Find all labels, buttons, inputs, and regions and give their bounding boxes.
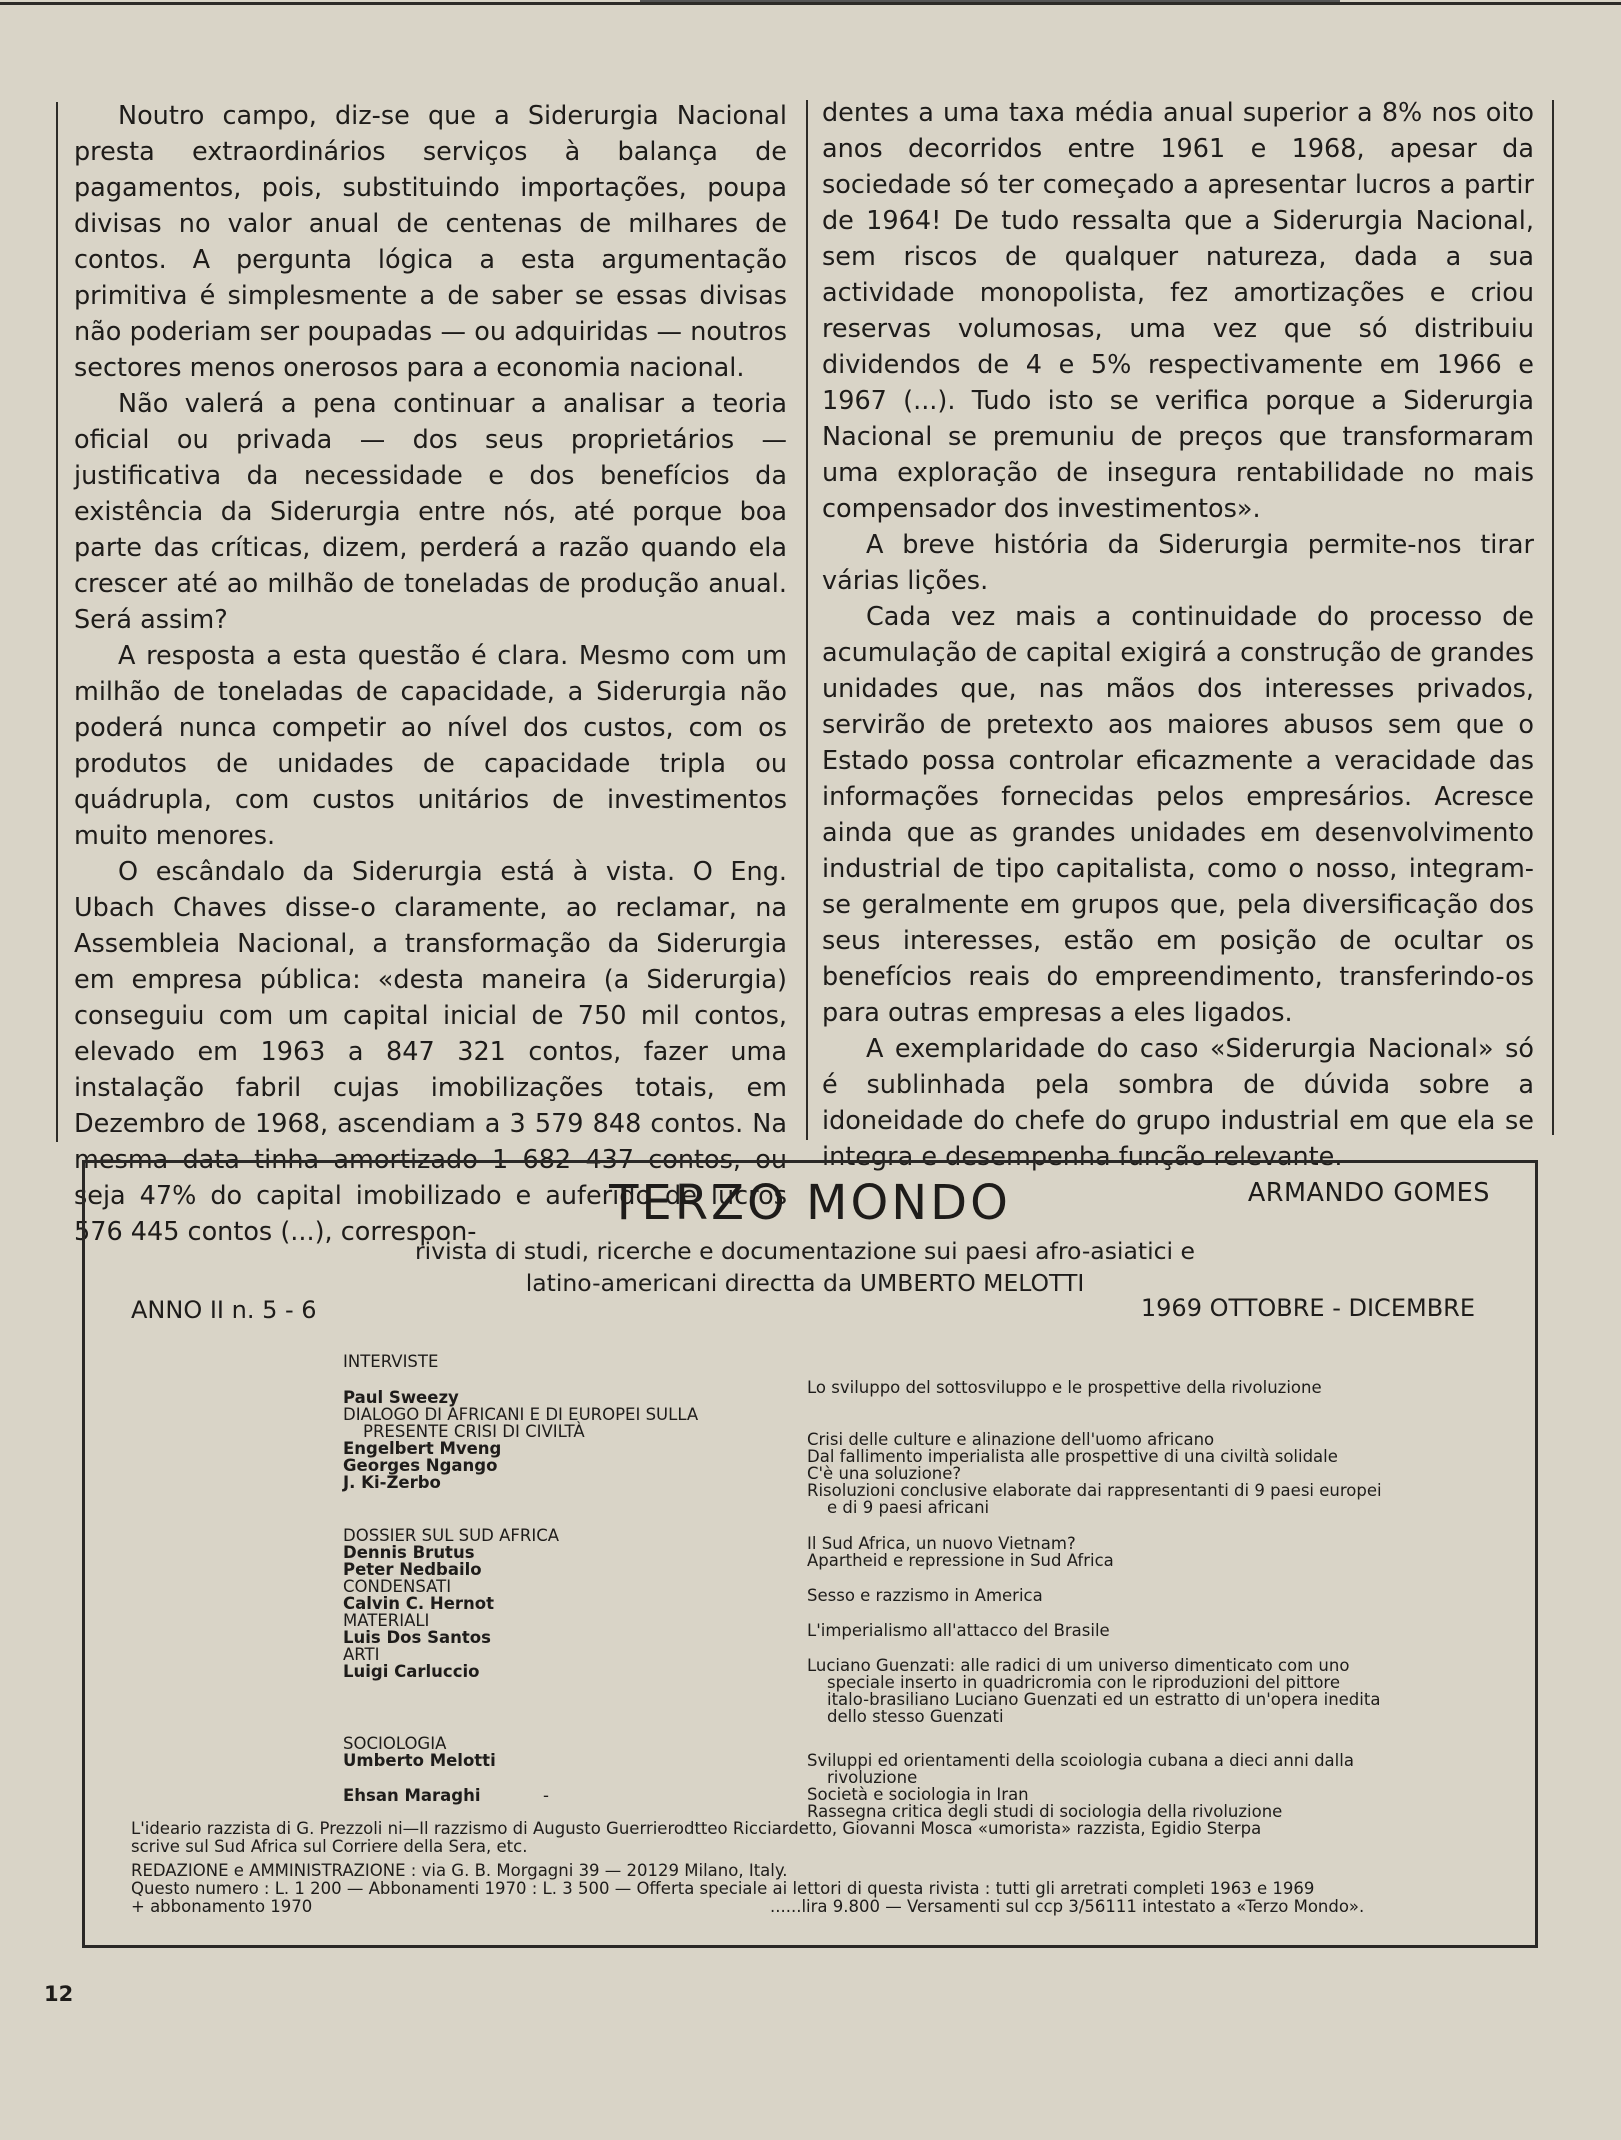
section-heading: DOSSIER SUL SUD AFRICA xyxy=(343,1526,560,1545)
article-column-right xyxy=(822,95,1534,1211)
paragraph: A exemplaridade do caso «Siderurgia Nacional» só é sublinhada pela sombra de dúvida sobre a idoneidade do chefe do grupo industrial em que ela se integra e desempenha função relevante. xyxy=(822,1034,1534,1172)
paragraph: Não valerá a pena continuar a analisar a teoria oficial ou privada — dos seus proprietários — justificativa da necessidade e dos benefícios da existência da Siderurgia entre nós, até porque boa parte das críticas, dizem, perderá a razão quando ela crescer até ao milhão de toneladas de produção anual. Será assim? xyxy=(74,389,787,635)
contributor: Ehsan Maraghi xyxy=(343,1786,481,1805)
ad-footnote: scrive sul Sud Africa sul Corriere della Sera, etc. xyxy=(131,1837,528,1856)
ad-pricing: Questo numero : L. 1 200 — Abbonamenti 1970 : L. 3 500 — Offerta speciale ai lettori di questa rivista : tutti gli arretrati completi 1963 e 1969 xyxy=(131,1879,1315,1898)
left-margin-rule xyxy=(56,102,58,1142)
article-title: rivoluzione xyxy=(827,1768,918,1787)
article-title: Apartheid e repressione in Sud Africa xyxy=(807,1551,1114,1570)
article-title: Crisi delle culture e alinazione dell'uomo africano xyxy=(807,1430,1215,1449)
dash: - xyxy=(543,1786,549,1805)
contributor: Paul Sweezy xyxy=(343,1388,459,1407)
section-heading: CONDENSATI xyxy=(343,1577,452,1596)
contributor: Peter Nedbailo xyxy=(343,1560,482,1579)
ad-subtitle-line: rivista di studi, ricerche e documentazione sui paesi afro-asiatici e xyxy=(415,1237,1195,1265)
article-title: speciale inserto in quadricromia con le riproduzioni del pittore xyxy=(827,1673,1341,1692)
ad-date: 1969 OTTOBRE - DICEMBRE xyxy=(1140,1294,1475,1322)
top-rule-accent xyxy=(640,0,1340,2)
article-title: Risoluzioni conclusive elaborate dai rappresentanti di 9 paesi europei xyxy=(807,1481,1382,1500)
page-number: 12 xyxy=(44,1982,74,2006)
contributor: Umberto Melotti xyxy=(343,1751,496,1770)
paragraph: A resposta a esta questão é clara. Mesmo com um milhão de toneladas de capacidade, a Siderurgia não poderá nunca competir ao nível dos custos, com os produtos de unidades de capacidade tripla ou quádrupla, com custos unitários de investimentos muito menores. xyxy=(74,641,787,851)
article-title: Sesso e razzismo in America xyxy=(807,1586,1043,1605)
column-divider xyxy=(806,100,808,1140)
article-title: L'imperialismo all'attacco del Brasile xyxy=(807,1621,1110,1640)
paragraph: Cada vez mais a continuidade do processo de acumulação de capital exigirá a construção de grandes unidades que, nas mãos dos interesses privados, servirão de pretexto aos maiores abusos sem que o Estado possa controlar eficazmente a veracidade das informações fornecidas pelos empresários. Acresce ainda que as grandes unidades em desenvolvimento industrial de tipo capitalista, como o nosso, integram-se geralmente em grupos que, pela diversificação dos seus interesses, estão em posição de ocultar os benefícios reais do empreendimento, transferindo-os para outras empresas a eles ligados. xyxy=(822,602,1534,1028)
paragraph: Noutro campo, diz-se que a Siderurgia Nacional presta extraordinários serviços à balança de pagamentos, pois, substituindo importações, poupa divisas no valor anual de centenas de milhares de contos. A pergunta lógica a esta argumentação primitiva é simplesmente a de saber se essas divisas não poderiam ser poupadas — ou adquiridas — noutros sectores menos onerosos para a economia nacional. xyxy=(74,101,787,383)
article-title: Lo sviluppo del sottosviluppo e le prospettive della rivoluzione xyxy=(807,1378,1322,1397)
article-column-left xyxy=(74,98,787,1250)
contributor: Calvin C. Hernot xyxy=(343,1594,495,1613)
article-title: dello stesso Guenzati xyxy=(827,1707,1004,1726)
article-title: C'è una soluzione? xyxy=(807,1464,962,1483)
section-heading: MATERIALI xyxy=(343,1611,430,1630)
contributor: Georges Ngango xyxy=(343,1456,498,1475)
ad-pricing: + abbonamento 1970 xyxy=(131,1897,313,1916)
paragraph: dentes a uma taxa média anual superior a 8% nos oito anos decorridos entre 1961 e 1968, apesar da sociedade só ter começado a apresentar lucros a partir de 1964! De tudo ressalta que a Siderurgia Nacional, sem riscos de qualquer natureza, dada a sua actividade monopolista, fez amortizações e criou reservas volumosas, uma vez que só distribuiu dividendos de 4 e 5% respectivamente em 1966 e 1967 (...). Tudo isto se verifica porque a Siderurgia Nacional se premuniu de preços que transformaram uma exploração de insegura rentabilidade no mais compensador dos investimentos». xyxy=(822,98,1534,524)
terzo-mondo-advertisement xyxy=(82,1160,1538,1948)
contributor: Luigi Carluccio xyxy=(343,1662,480,1681)
paragraph: O escândalo da Siderurgia está à vista. O Eng. Ubach Chaves disse-o claramente, ao reclamar, na Assembleia Nacional, a transformação da Siderurgia em empresa pública: «desta maneira (a Siderurgia) conseguiu com um capital inicial de 750 mil contos, elevado em 1963 a 847 321 contos, fazer uma instalação fabril cujas imobilizações totais, em Dezembro de 1968, ascendiam a 3 579 848 contos. Na mesma data tinha amortizado 1 682 437 contos, ou seja 47% do capital imobilizado e auferido de lucros 576 445 contos (...), correspon- xyxy=(74,857,787,1247)
article-title: Luciano Guenzati: alle radici di um universo dimenticato com uno xyxy=(807,1656,1350,1675)
article-title: Dal fallimento imperialista alle prospettive di una civiltà solidale xyxy=(807,1447,1338,1466)
article-title: italo-brasiliano Luciano Guenzati ed un estratto di un'opera inedita xyxy=(827,1690,1381,1709)
author-byline: ARMANDO GOMES xyxy=(1247,1178,1490,1208)
article-title: Rassegna critica degli studi di sociologia della rivoluzione xyxy=(807,1802,1283,1821)
section-heading: SOCIOLOGIA xyxy=(343,1734,447,1753)
section-heading: ARTI xyxy=(343,1645,380,1664)
section-heading: PRESENTE CRISI DI CIVILTÀ xyxy=(363,1422,585,1441)
article-title: Sviluppi ed orientamenti della scoiologia cubana a dieci anni dalla xyxy=(807,1751,1354,1770)
paragraph: A breve história da Siderurgia permite-nos tirar várias lições. xyxy=(822,530,1534,596)
contributor: Dennis Brutus xyxy=(343,1543,475,1562)
ad-address: REDAZIONE e AMMINISTRAZIONE : via G. B. Morgagni 39 — 20129 Milano, Italy. xyxy=(131,1861,788,1880)
right-margin-rule xyxy=(1552,100,1554,1135)
ad-footnote: L'ideario razzista di G. Prezzoli ni—Il razzismo di Augusto Guerrierodtteo Ricciardetto, Giovanni Mosca «umorista» razzista, Egidio Sterpa xyxy=(131,1819,1262,1838)
article-title: e di 9 paesi africani xyxy=(827,1498,990,1517)
article-title: Società e sociologia in Iran xyxy=(807,1785,1029,1804)
ad-subtitle xyxy=(205,1235,1405,1299)
ad-payment: ......lira 9.800 — Versamenti sul ccp 3/56111 intestato a «Terzo Mondo». xyxy=(770,1897,1365,1916)
article-title: Il Sud Africa, un nuovo Vietnam? xyxy=(807,1534,1076,1553)
section-heading: INTERVISTE xyxy=(343,1352,439,1371)
top-rule xyxy=(0,2,1621,5)
ad-subtitle-line: latino-americani directta da UMBERTO MELOTTI xyxy=(525,1269,1085,1297)
ad-title: TERZO MONDO xyxy=(609,1175,1011,1231)
section-heading: DIALOGO DI AFRICANI E DI EUROPEI SULLA xyxy=(343,1405,699,1424)
contributor: J. Ki-Zerbo xyxy=(343,1473,441,1492)
ad-issue: ANNO II n. 5 - 6 xyxy=(131,1296,317,1324)
contributor: Engelbert Mveng xyxy=(343,1439,502,1458)
contributor: Luis Dos Santos xyxy=(343,1628,491,1647)
